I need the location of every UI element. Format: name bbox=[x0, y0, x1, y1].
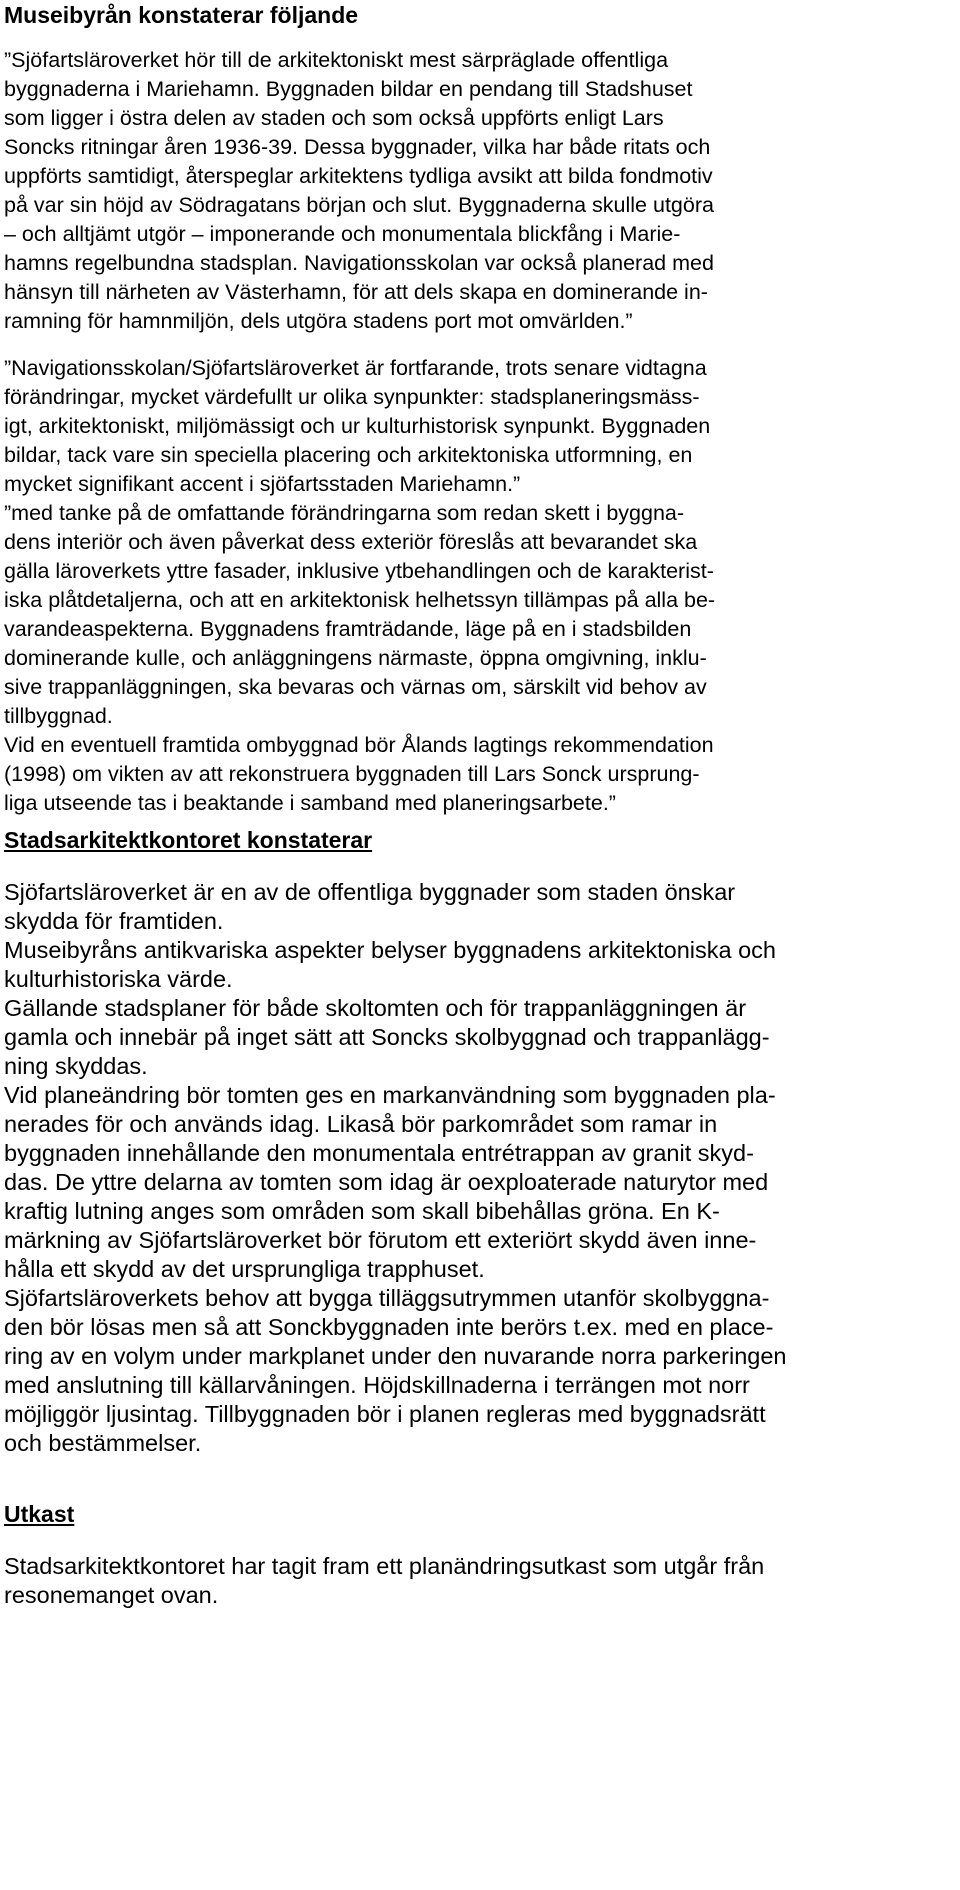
stadsarkitekt-paragraph bbox=[4, 878, 787, 1458]
text-line: Gällande stadsplaner för både skoltomten och för trappanläggningen är bbox=[4, 995, 747, 1021]
heading-museibyran: Museibyrån konstaterar följande bbox=[4, 2, 359, 28]
text-line: förändringar, mycket värdefullt ur olika synpunkter: stadsplaneringsmäss- bbox=[4, 385, 700, 409]
text-line: ramning för hamnmiljön, dels utgöra stadens port mot omvärlden.” bbox=[4, 309, 633, 333]
text-line: skydda för framtiden. bbox=[4, 908, 224, 934]
text-line: på var sin höjd av Södragatans början och slut. Byggnaderna skulle utgöra bbox=[4, 193, 714, 217]
text-line: igt, arkitektoniskt, miljömässigt och ur kulturhistorisk synpunkt. Byggnaden bbox=[4, 414, 711, 438]
text-line: hålla ett skydd av det ursprungliga trapphuset. bbox=[4, 1256, 485, 1282]
text-line: – och alltjämt utgör – imponerande och monumentala blickfång i Marie- bbox=[4, 222, 681, 246]
text-line: sive trappanläggningen, ska bevaras och värnas om, särskilt vid behov av bbox=[4, 675, 707, 699]
text-line: bildar, tack vare sin speciella placering och arkitektoniska utformning, en bbox=[4, 443, 693, 467]
text-line: ning skyddas. bbox=[4, 1053, 148, 1079]
text-line: kraftig lutning anges som områden som skall bibehållas gröna. En K- bbox=[4, 1198, 720, 1224]
text-line: den bör lösas men så att Sonckbyggnaden inte berörs t.ex. med en place- bbox=[4, 1314, 774, 1340]
text-line: hänsyn till närheten av Västerhamn, för att dels skapa en dominerande in- bbox=[4, 280, 708, 304]
heading-stadsarkitekt: Stadsarkitektkontoret konstaterar bbox=[4, 827, 373, 853]
text-line: liga utseende tas i beaktande i samband med planeringsarbete.” bbox=[4, 791, 616, 815]
text-line: Museibyråns antikvariska aspekter belyser byggnadens arkitektoniska och bbox=[4, 937, 776, 963]
text-line: Sjöfartsläroverket är en av de offentliga byggnader som staden önskar bbox=[4, 879, 736, 905]
text-line: och bestämmelser. bbox=[4, 1430, 202, 1456]
text-line: ”Sjöfartsläroverket hör till de arkitektoniskt mest särpräglade offentliga bbox=[4, 48, 669, 72]
heading-utkast: Utkast bbox=[4, 1501, 75, 1527]
text-line: Vid planeändring bör tomten ges en markanvändning som byggnaden pla- bbox=[4, 1082, 776, 1108]
text-line: gamla och innebär på inget sätt att Soncks skolbyggnad och trappanlägg- bbox=[4, 1024, 770, 1050]
text-line: ”Navigationsskolan/Sjöfartsläroverket är fortfarande, trots senare vidtagna bbox=[4, 356, 707, 380]
text-line: Stadsarkitektkontoret har tagit fram ett planändringsutkast som utgår från bbox=[4, 1553, 765, 1579]
text-line: mycket signifikant accent i sjöfartsstaden Mariehamn.” bbox=[4, 472, 521, 496]
text-line: byggnaderna i Mariehamn. Byggnaden bildar en pendang till Stadshuset bbox=[4, 77, 693, 101]
museibyran-quote-2 bbox=[4, 354, 715, 818]
text-line: tillbyggnad. bbox=[4, 704, 113, 728]
text-line: dens interiör och även påverkat dess exteriör föreslås att bevarandet ska bbox=[4, 530, 698, 554]
text-line: dominerande kulle, och anläggningens närmaste, öppna omgivning, inklu- bbox=[4, 646, 707, 670]
text-line: kulturhistoriska värde. bbox=[4, 966, 233, 992]
text-line: möjliggör ljusintag. Tillbyggnaden bör i planen regleras med byggnadsrätt bbox=[4, 1401, 766, 1427]
text-line: uppförts samtidigt, återspeglar arkitektens tydliga avsikt att bilda fondmotiv bbox=[4, 164, 713, 188]
text-line: resonemanget ovan. bbox=[4, 1582, 219, 1608]
text-line: byggnaden innehållande den monumentala entrétrappan av granit skyd- bbox=[4, 1140, 754, 1166]
text-line: Sjöfartsläroverkets behov att bygga tilläggsutrymmen utanför skolbyggna- bbox=[4, 1285, 770, 1311]
museibyran-quote-1 bbox=[4, 46, 714, 336]
text-line: Vid en eventuell framtida ombyggnad bör Ålands lagtings rekommendation bbox=[4, 733, 714, 757]
text-line: märkning av Sjöfartsläroverket bör förutom ett exteriört skydd även inne- bbox=[4, 1227, 757, 1253]
text-line: nerades för och används idag. Likaså bör parkområdet som ramar in bbox=[4, 1111, 718, 1137]
text-line: ”med tanke på de omfattande förändringarna som redan skett i byggna- bbox=[4, 501, 685, 525]
text-line: gälla läroverkets yttre fasader, inklusive ytbehandlingen och de karakterist- bbox=[4, 559, 714, 583]
text-line: das. De yttre delarna av tomten som idag är oexploaterade naturytor med bbox=[4, 1169, 769, 1195]
text-line: (1998) om vikten av att rekonstruera byggnaden till Lars Sonck ursprung- bbox=[4, 762, 700, 786]
text-line: ring av en volym under markplanet under den nuvarande norra parkeringen bbox=[4, 1343, 787, 1369]
text-line: varandeaspekterna. Byggnadens framträdande, läge på en i stadsbilden bbox=[4, 617, 692, 641]
text-line: med anslutning till källarvåningen. Höjdskillnaderna i terrängen mot norr bbox=[4, 1372, 750, 1398]
text-line: iska plåtdetaljerna, och att en arkitektonisk helhetssyn tillämpas på alla be- bbox=[4, 588, 716, 612]
text-line: Soncks ritningar åren 1936-39. Dessa byggnader, vilka har både ritats och bbox=[4, 135, 711, 159]
utkast-paragraph bbox=[4, 1552, 764, 1610]
text-line: som ligger i östra delen av staden och som också uppförts enligt Lars bbox=[4, 106, 664, 130]
text-line: hamns regelbundna stadsplan. Navigationsskolan var också planerad med bbox=[4, 251, 714, 275]
